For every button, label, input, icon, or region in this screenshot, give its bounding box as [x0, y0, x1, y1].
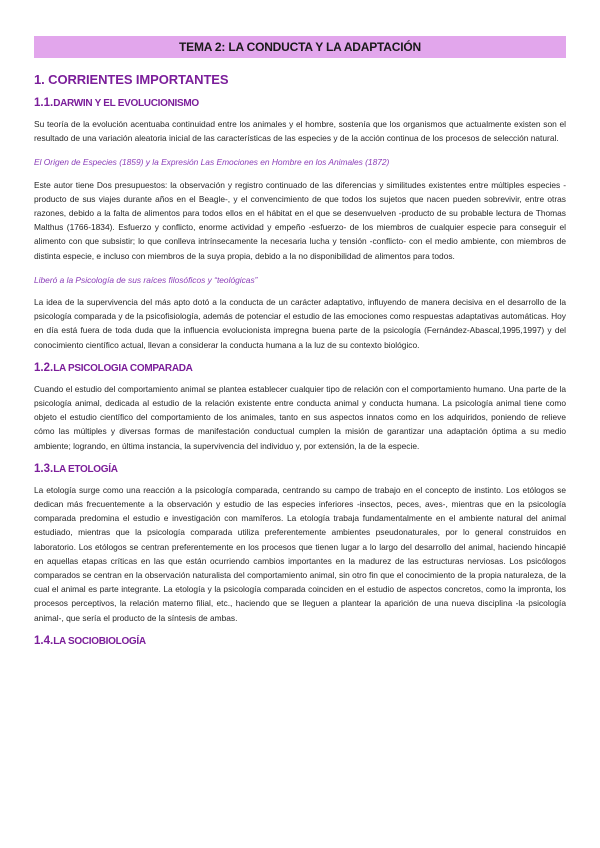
subsection-title: DARWIN Y EL EVOLUCIONISMO: [53, 98, 199, 109]
subsection-heading-1-3: [34, 463, 566, 475]
subsection-number: 1.2.: [34, 361, 54, 374]
subsection-title: LA PSICOLOGIA COMPARADA: [53, 362, 193, 374]
paragraph: Este autor tiene Dos presupuestos: la observación y registro continuado de las diferencias y similitudes existentes entre múltiples especies -producto de sus viajes durante años en el Beagle-, y el convencimiento de que todos los sujetos que nacen pueden sobrevivir, entre otras razones, debido a la falta de alimentos para todos ellos en el hábitat en el que se desenvuelven -producto de su probable lectura de Thomas Malthus (1766-1834). Esfuerzo y conflicto, enorme actividad y empeño -esfuerzo- de los miembros de cualquier especie para conseguir el alimento con que subsistir; lo que conlleva intrínsecamente la necesaria lucha y tensión -conflicto- con el medio ambiente, con miembros de distinta especie, e incluso con miembros de la suya propia, debido a la no disponibilidad de alimentos para todos.: [34, 179, 566, 261]
italic-subheading: El Origen de Especies (1859) y la Expresión Las Emociones en Hombre en los Animales (1872): [34, 157, 390, 168]
subsection-number: 1.4.: [34, 634, 54, 647]
paragraph: Su teoría de la evolución acentuaba continuidad entre los animales y el hombre, sostenía que los organismos que actualmente existen son el resultado de una variación aleatoria inicial de las características de las especies y de la acción continua de los procesos de selección natural.: [34, 119, 566, 144]
subsection-heading-1-2: [34, 362, 566, 374]
paragraph: Cuando el estudio del comportamiento animal se plantea establecer cualquier tipo de relación con el comportamiento humano. Una parte de la psicología animal, dedicada al estudio de la relación existente entre conducta animal y conducta humana. La psicología animal tiene como objeto el estudio científico del comportamiento de los animales, tanto en sus aspectos innatos como en los adquiridos, poniendo de relieve cómo las múltiples y diversas formas de manifestación conductual cumplen la misión de garantizar una adaptación óptima a su medio ambiente; logrando, en última instancia, la supervivencia del individuo y, por extensión, la de la especie.: [34, 383, 566, 451]
subsection-number: 1.1.: [34, 97, 54, 109]
subsection-title: LA SOCIOBIOLOGÍA: [53, 635, 146, 647]
italic-subheading: Liberó a la Psicología de sus raíces filosóficos y “teológicas”: [34, 274, 258, 285]
section-heading-1: 1. CORRIENTES IMPORTANTES: [34, 72, 229, 87]
page-title: TEMA 2: LA CONDUCTA Y LA ADAPTACIÓN: [34, 36, 566, 58]
subsection-title: LA ETOLOGÍA: [53, 463, 118, 475]
paragraph: La etología surge como una reacción a la psicología comparada, centrando su campo de trabajo en el concepto de instinto. Los etólogos se dedican más frecuentemente a la observación y estudio de las especies inferiores -insectos, peces, aves-, mientras que en la psicología comparada predomina el estudio e investigación con mamíferos. La etología trabaja fundamentalmente en el ambiente natural del animal estudiado, mientras que la psicología comparada utiliza preferentemente ambientes pseudonaturales, por lo general construidos en laboratorio. Los etólogos se centran preferentemente en los procesos que tienen lugar a lo largo del desarrollo del animal, haciendo hincapié en aquellas etapas críticas en las que están ocurriendo cambios importantes en la madurez de las estructuras nerviosas. Los psicólogos comparados se centran en la observación naturalista del comportamiento animal, sin otro fin que el conocimiento de la propia naturaleza, de la cual el animal es parte integrante. La etología y la psicología comparada coinciden en el estudio de aspectos concretos, como la impronta, los procesos perceptivos, la relación materno filial, etc., haciendo que se lleguen a plantear la aparición de una nueva disciplina -la psicología animal-, que sería el producto de la síntesis de ambas.: [34, 484, 566, 623]
paragraph: La idea de la supervivencia del más apto dotó a la conducta de un carácter adaptativo, influyendo de manera decisiva en el desarrollo de la psicología comparada y de la psicofisiología, además de potenciar el estudio de las emociones como respuestas adaptativas automáticas. Hoy en día está fuera de toda duda que la influencia evolucionista impregna buena parte de la psicología (Fernández-Abascal,1995,1997) y del conocimiento científico actual, llevan a considerar la conducta humana a la luz de su contexto biológico.: [34, 297, 566, 350]
subsection-heading-1-4: [34, 635, 566, 647]
subsection-number: 1.3.: [34, 462, 54, 475]
subsection-heading-1-1: [34, 97, 566, 109]
